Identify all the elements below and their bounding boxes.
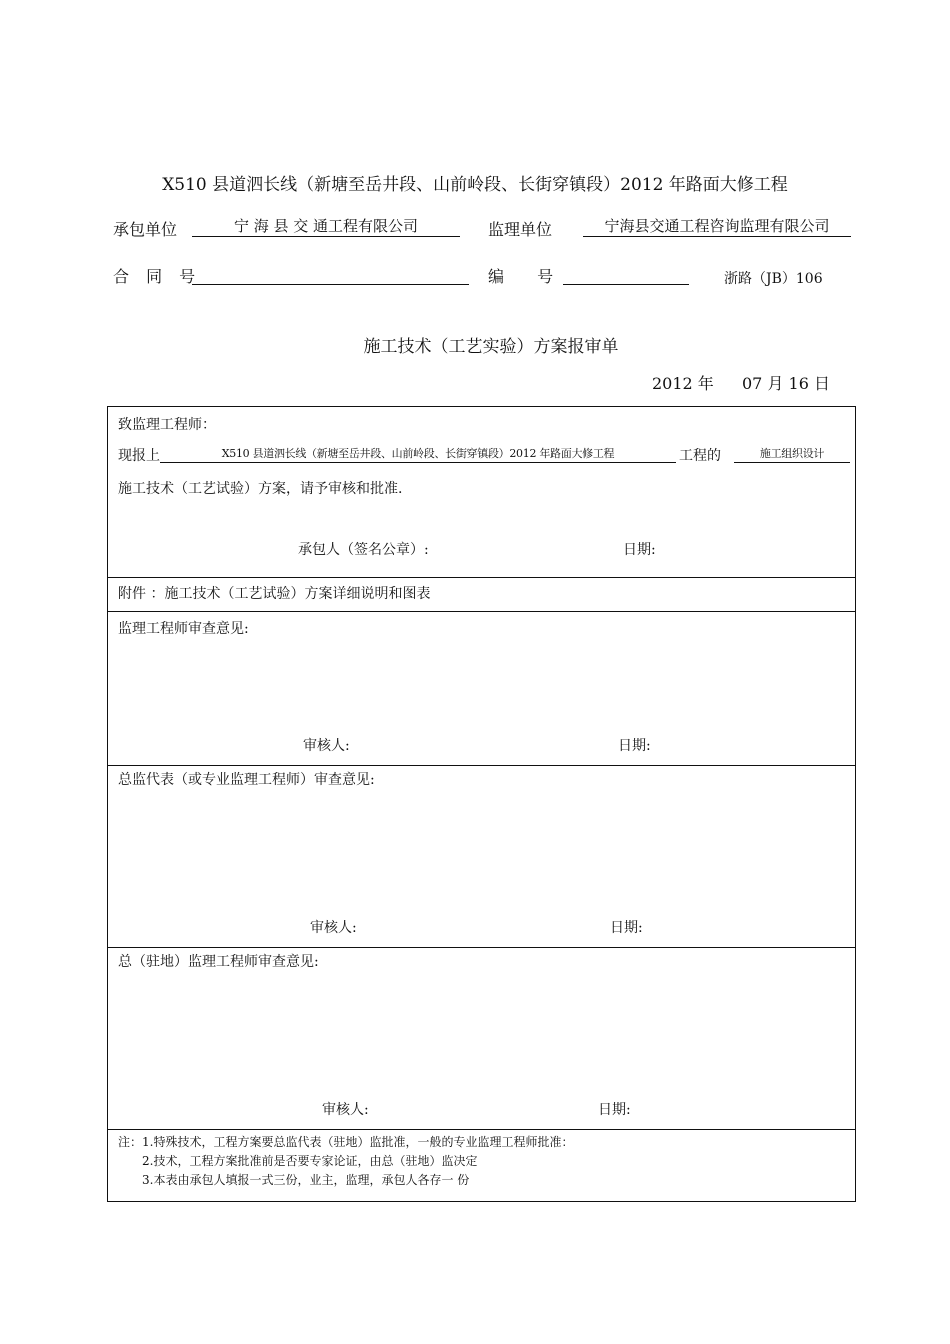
note-3: 3.本表由承包人填报一式三份，业主，监理，承包人各存一 份 (142, 1173, 470, 1187)
report-prefix: 现报上 (118, 448, 160, 464)
report-line2: 施工技术（工艺试验）方案，请予审核和批准. (118, 481, 403, 497)
engineer-reviewer-label: 审核人: (303, 738, 350, 754)
attachment-text: 附件 ：施工技术（工艺试验）方案详细说明和图表 (118, 586, 431, 602)
supervisor-label: 监理单位 (488, 220, 553, 239)
serial-field[interactable] (563, 264, 689, 285)
review-table (107, 406, 856, 1202)
date-day: 16 日 (788, 374, 830, 393)
divider (108, 765, 855, 766)
chief-review-heading: 总监代表（或专业监理工程师）审查意见: (118, 772, 375, 788)
date-month: 07 月 (742, 374, 784, 393)
contract-no-label: 合 同 号 (113, 267, 202, 286)
addressee: 致监理工程师： (118, 417, 216, 433)
contractor-label: 承包单位 (113, 220, 178, 239)
form-code: 浙路（JB）106 (724, 271, 823, 287)
report-date-label: 日期: (623, 542, 656, 558)
divider (108, 611, 855, 612)
resident-review-heading: 总（驻地）监理工程师审查意见: (118, 954, 319, 970)
form-title: 施工技术（工艺实验）方案报审单 (363, 337, 619, 357)
chief-date-label: 日期: (610, 920, 643, 936)
chief-reviewer-label: 审核人: (310, 920, 357, 936)
report-mid: 工程的 (679, 448, 721, 464)
report-item-field[interactable]: 施工组织设计 (734, 446, 850, 463)
contract-no-field[interactable] (192, 264, 469, 285)
contractor-field[interactable]: 宁 海 县 交 通工程有限公司 (192, 216, 460, 237)
divider (108, 947, 855, 948)
divider (108, 1129, 855, 1130)
resident-reviewer-label: 审核人: (322, 1102, 369, 1118)
note-1: 注：1.特殊技术，工程方案要总监代表（驻地）监批准，一般的专业监理工程师批准： (118, 1135, 574, 1149)
resident-date-label: 日期: (598, 1102, 631, 1118)
engineer-review-heading: 监理工程师审查意见: (118, 621, 249, 637)
date-year: 2012 年 (652, 374, 714, 393)
form-date (652, 371, 830, 394)
engineer-date-label: 日期: (618, 738, 651, 754)
supervisor-field[interactable]: 宁海县交通工程咨询监理有限公司 (583, 216, 851, 237)
divider (108, 577, 855, 578)
serial-label: 编 号 (488, 267, 554, 286)
note-2: 2.技术，工程方案批准前是否要专家论证，由总（驻地）监决定 (142, 1154, 478, 1168)
contractor-signer-label: 承包人（签名公章）: (298, 542, 429, 558)
report-project-field[interactable]: X510 县道泗长线（新塘至岳井段、山前岭段、长街穿镇段）2012 年路面大修工程 (160, 446, 676, 463)
project-title: X510 县道泗长线（新塘至岳井段、山前岭段、长街穿镇段）2012 年路面大修工程 (162, 175, 788, 195)
